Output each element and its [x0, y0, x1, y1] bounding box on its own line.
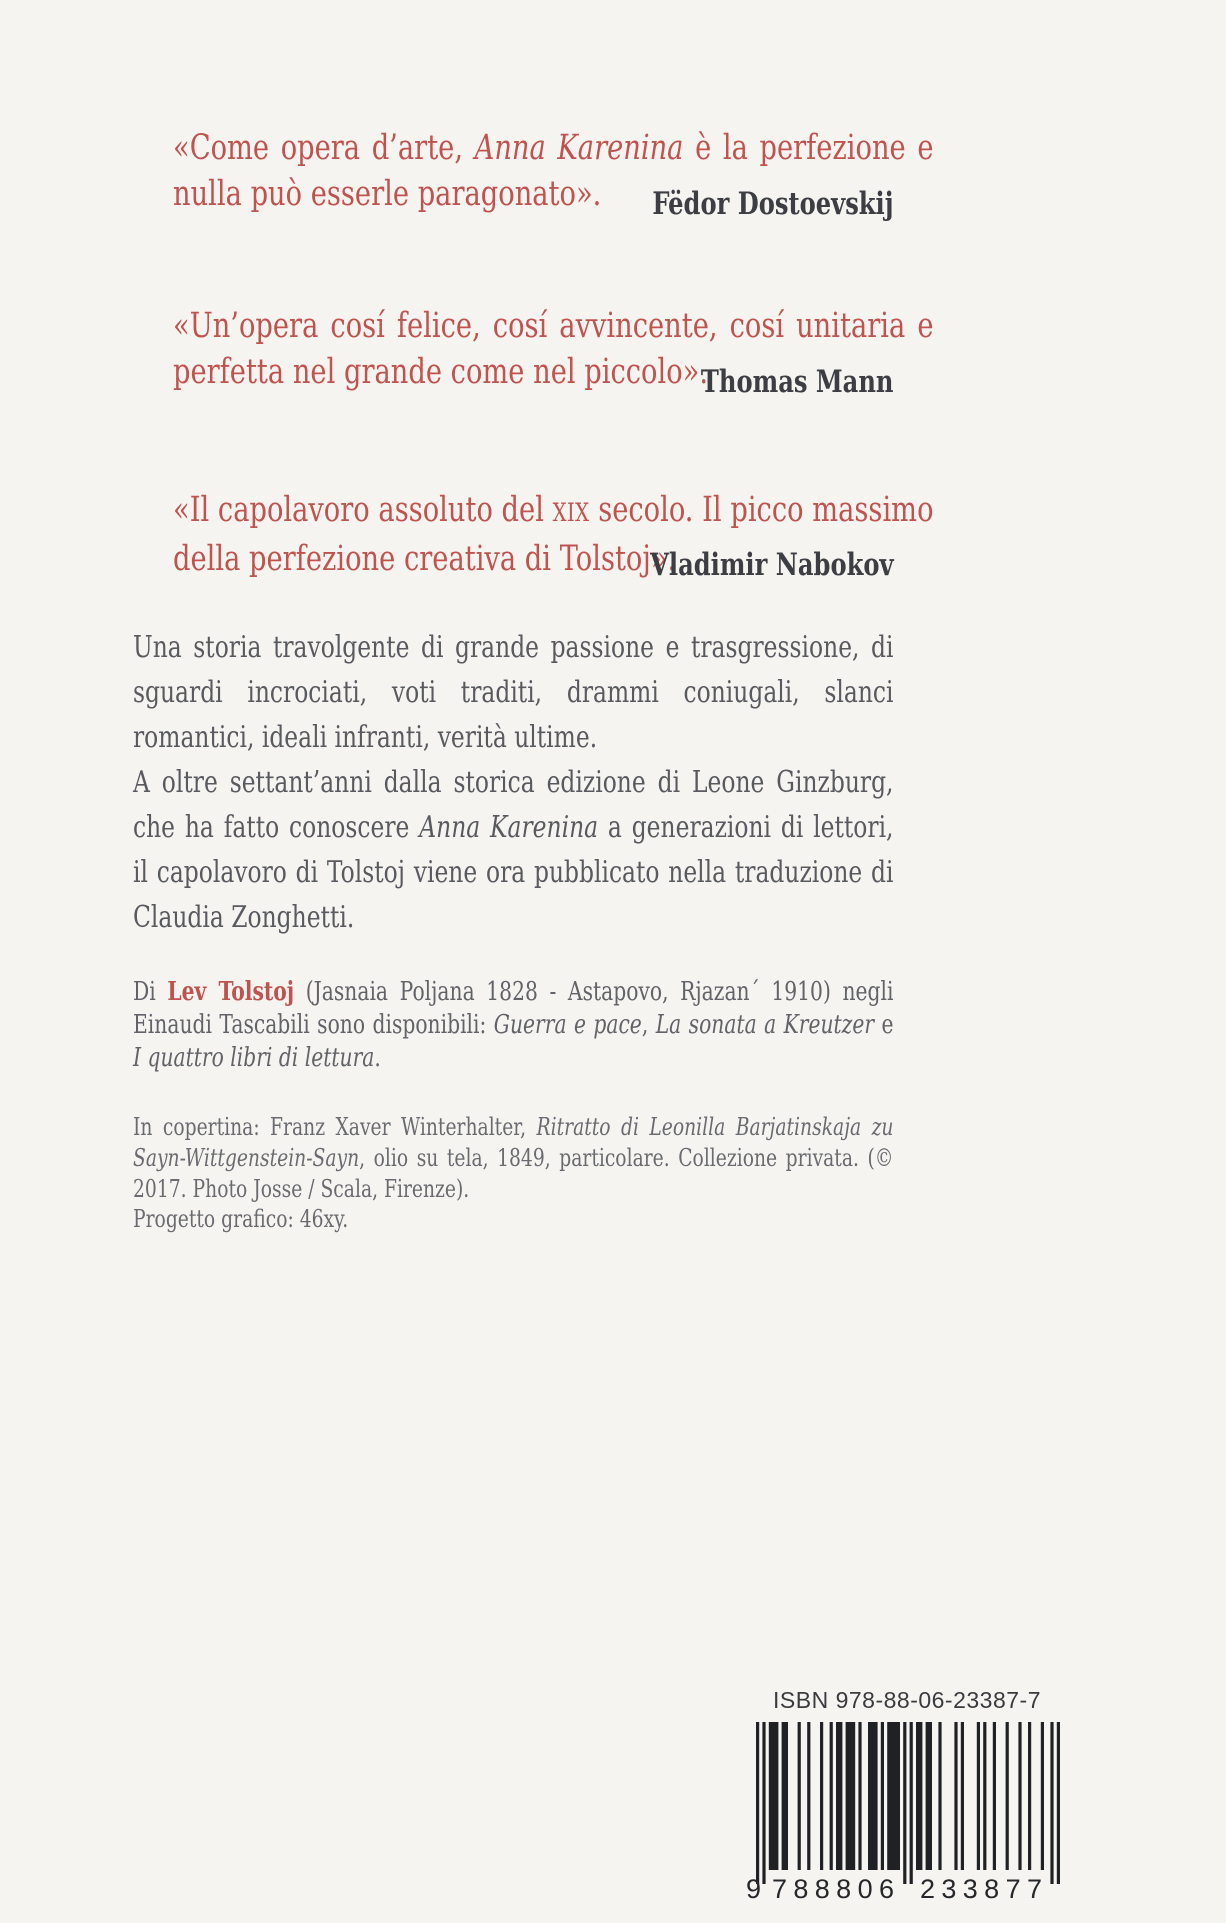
synopsis-paragraph-2: A oltre settant’anni dalla storica edizione di Leone Ginzburg, che ha fatto conoscere Anna Karenina a generazioni di lettori, il capolavoro di Tolstoj viene ora pubblicato nella traduzione di Claudia Zonghetti. [133, 765, 894, 935]
pull-quote-1: «Come opera d’arte, Anna Karenina è la perfezione e nulla può esserle paragonato». [173, 128, 934, 214]
barcode-digit-lead: 9 [746, 1874, 762, 1902]
synopsis-paragraph-1: Una storia travolgente di grande passione e trasgressione, di sguardi incrociati, voti traditi, drammi coniugali, slanci romantici, ideali infranti, verità ultime. [133, 630, 894, 755]
barcode-digits-left: 788806 [772, 1874, 894, 1902]
synopsis [133, 625, 894, 940]
quote-2-attribution: Thomas Mann [700, 364, 894, 400]
author-bio: Di Lev Tolstoj (Jasnaia Poljana 1828 - Astapovo, Rjazan´ 1910) negli Einaudi Tascabili sono disponibili: Guerra e pace, La sonata a Kreutzer e I quattro libri di lettura. [133, 977, 894, 1073]
design-credit: Progetto grafico: 46xy. [133, 1205, 349, 1233]
cover-credit: In copertina: Franz Xaver Winterhalter, Ritratto di Leonilla Barjatinskaja zu Sayn-Wittgenstein-Sayn, olio su tela, 1849, particolare. Collezione privata. (© 2017. Photo Josse / Scala, Firenze). [133, 1113, 894, 1203]
barcode-block [746, 1686, 1068, 1906]
barcode-digits-right: 233877 [920, 1874, 1042, 1902]
pull-quote-3: «Il capolavoro assoluto del XIX secolo. Il picco massimo della perfezione creativa di Tolstoj». [173, 490, 934, 579]
ean13-barcode [746, 1722, 1068, 1902]
pull-quote-2: «Un’opera cosí felice, cosí avvincente, cosí unitaria e perfetta nel grande come nel piccolo». [173, 306, 934, 392]
quote-3-attribution: Vladimir Nabokov [650, 547, 894, 583]
quote-1-attribution: Fëdor Dostoevskij [652, 186, 894, 222]
isbn-label: ISBN 978-88-06-23387-7 [773, 1687, 1041, 1713]
barcode-bars [756, 1722, 1060, 1884]
